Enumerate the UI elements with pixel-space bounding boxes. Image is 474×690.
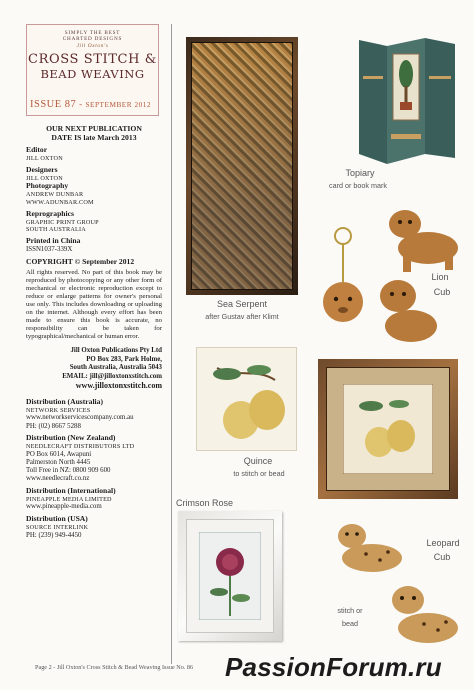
topiary-card-illustration [357,36,457,164]
distribution-heading: Distribution (International) [26,486,116,496]
stitch-caption-2: bead [342,619,358,628]
quince-frame [318,359,458,499]
leopard-cub-lying [338,524,402,572]
masthead-title-1: CROSS STITCH & [28,52,157,67]
credit-reprographics [26,210,162,234]
distribution-heading: Distribution (USA) [26,514,88,524]
credit-line: ANDREW DUNBAR [26,191,84,199]
topiary-subcaption: card or book mark [329,181,387,190]
publisher-website-link[interactable]: www.jilloxtonxstitch.com [75,381,162,391]
lion-caption: Lion [431,272,449,282]
crimson-rose-caption: Crimson Rose [176,498,234,508]
credit-line: WWW.ADUNBAR.COM [26,198,94,206]
distribution-company: PINEAPPLE MEDIA LIMITED [26,495,112,503]
distribution-company: NETWORK SERVICES [26,406,91,414]
distribution-line[interactable]: www.networkservicescompany.com.au [26,414,134,422]
credit-line: JILL OXTON [26,174,63,182]
sea-serpent-caption: Sea Serpent [216,299,268,309]
lion-caption-2: Cub [433,287,451,297]
issue-line [30,99,155,110]
issue-number: ISSUE 87 [30,99,77,110]
copyright-body: All rights reserved. No part of this book may be reproduced by photocopying or any other form of mechanical or electronic reproduction except to reduce or enlarge patterns for owner's personal use only. This includes downloading or uploading on the internet. Although every effort has been made to ensure this book is accurate, no responsibility can be taken for typographical/mechanical or human error. [26,268,162,341]
distribution-line: PO Box 6014, Awapuni [26,450,92,458]
leopard-caption: Leopard [426,538,460,548]
page-footer: Page 2 - Jill Oxton's Cross Stitch & Bead Weaving Issue No. 86 [35,664,194,671]
issue-date: SEPTEMBER 2012 [85,100,152,109]
column-divider [171,24,172,664]
distribution-line: PH: (239) 949-4450 [26,531,82,539]
topiary-caption: Topiary [345,168,375,178]
credit-heading: Editor [26,145,48,154]
credit-line: JILL OXTON [26,154,63,162]
masthead-tagline-2: CHARTED DESIGNS [62,36,123,42]
masthead-title-2: BEAD WEAVING [40,67,145,81]
masthead-tagline-1: SIMPLY THE BEST [64,30,121,36]
publisher-block [26,347,162,391]
credit-heading: Reprographics [26,208,74,218]
copyright-heading: COPYRIGHT © September 2012 [26,256,135,266]
distribution-company: NEEDLECRAFT DISTRIBUTORS LTD [26,443,135,451]
distribution-line[interactable]: www.needlecraft.co.nz [26,475,90,483]
sea-serpent-picture [191,42,293,290]
distribution-australia [26,398,162,431]
distribution-international [26,487,162,512]
issue-separator: - [76,99,86,109]
leopard-caption-2: Cub [433,552,451,562]
next-publication-line-2: DATE IS late March 2013 [51,133,137,142]
copyright [26,258,162,342]
publisher-email[interactable]: EMAIL: jill@jilloxtonxstitch.com [62,372,162,380]
stitch-caption: stitch or [337,606,363,615]
masthead-editor-script: Jill Oxton's [76,43,109,49]
watermark: PassionForum.ru [225,652,442,682]
quince-caption: Quince [243,456,273,466]
crimson-rose-illustration [199,532,261,620]
distribution-line: Palmerston North 4445 [26,458,91,466]
credit-photography [26,182,162,206]
credit-line: GRAPHIC PRINT GROUP [26,218,99,226]
sea-serpent-frame [186,37,298,295]
distribution-heading: Distribution (Australia) [26,397,103,407]
lion-cub-large [389,210,458,272]
distribution-new-zealand [26,434,162,483]
keyring [335,228,351,282]
next-publication-line-1: OUR NEXT PUBLICATION [46,124,142,133]
distribution-line: Toll Free in NZ: 0800 909 600 [26,467,111,475]
credit-designers [26,166,162,182]
credit-editor [26,146,162,162]
credit-line: ISSN1037-339X [26,246,73,254]
distribution-usa [26,515,162,540]
credit-printed [26,237,162,254]
distribution-company: SOURCE INTERLINK [26,523,89,531]
lion-cub-keyring [323,282,363,322]
quince-subcaption: to stitch or bead [233,469,285,478]
masthead [26,24,159,116]
distribution-line[interactable]: www.pineapple-media.com [26,503,102,511]
credit-heading: Photography [26,181,69,191]
lion-cub-illustration [323,196,473,346]
distribution-heading: Distribution (New Zealand) [26,433,116,443]
publisher-address-2: South Australia, Australia 5043 [69,364,162,372]
credit-line: SOUTH AUSTRALIA [26,226,86,234]
quince-framed-illustration [343,384,433,474]
crimson-rose-frame [178,511,282,641]
publisher-name: Jill Oxton Publications Pty Ltd [70,347,162,355]
info-column [26,124,162,540]
quince-illustration [197,348,298,452]
publisher-address-1: PO Box 283, Park Holme, [86,355,162,363]
credit-heading: Designers [26,164,58,174]
sea-serpent-subcaption: after Gustav after Klimt [205,312,279,321]
quince-mount [196,347,297,451]
next-publication [26,124,162,142]
distribution-line: PH: (02) 8667 5288 [26,422,81,430]
credit-heading: Printed in China [26,236,81,246]
leopard-cub-sitting [392,586,458,643]
